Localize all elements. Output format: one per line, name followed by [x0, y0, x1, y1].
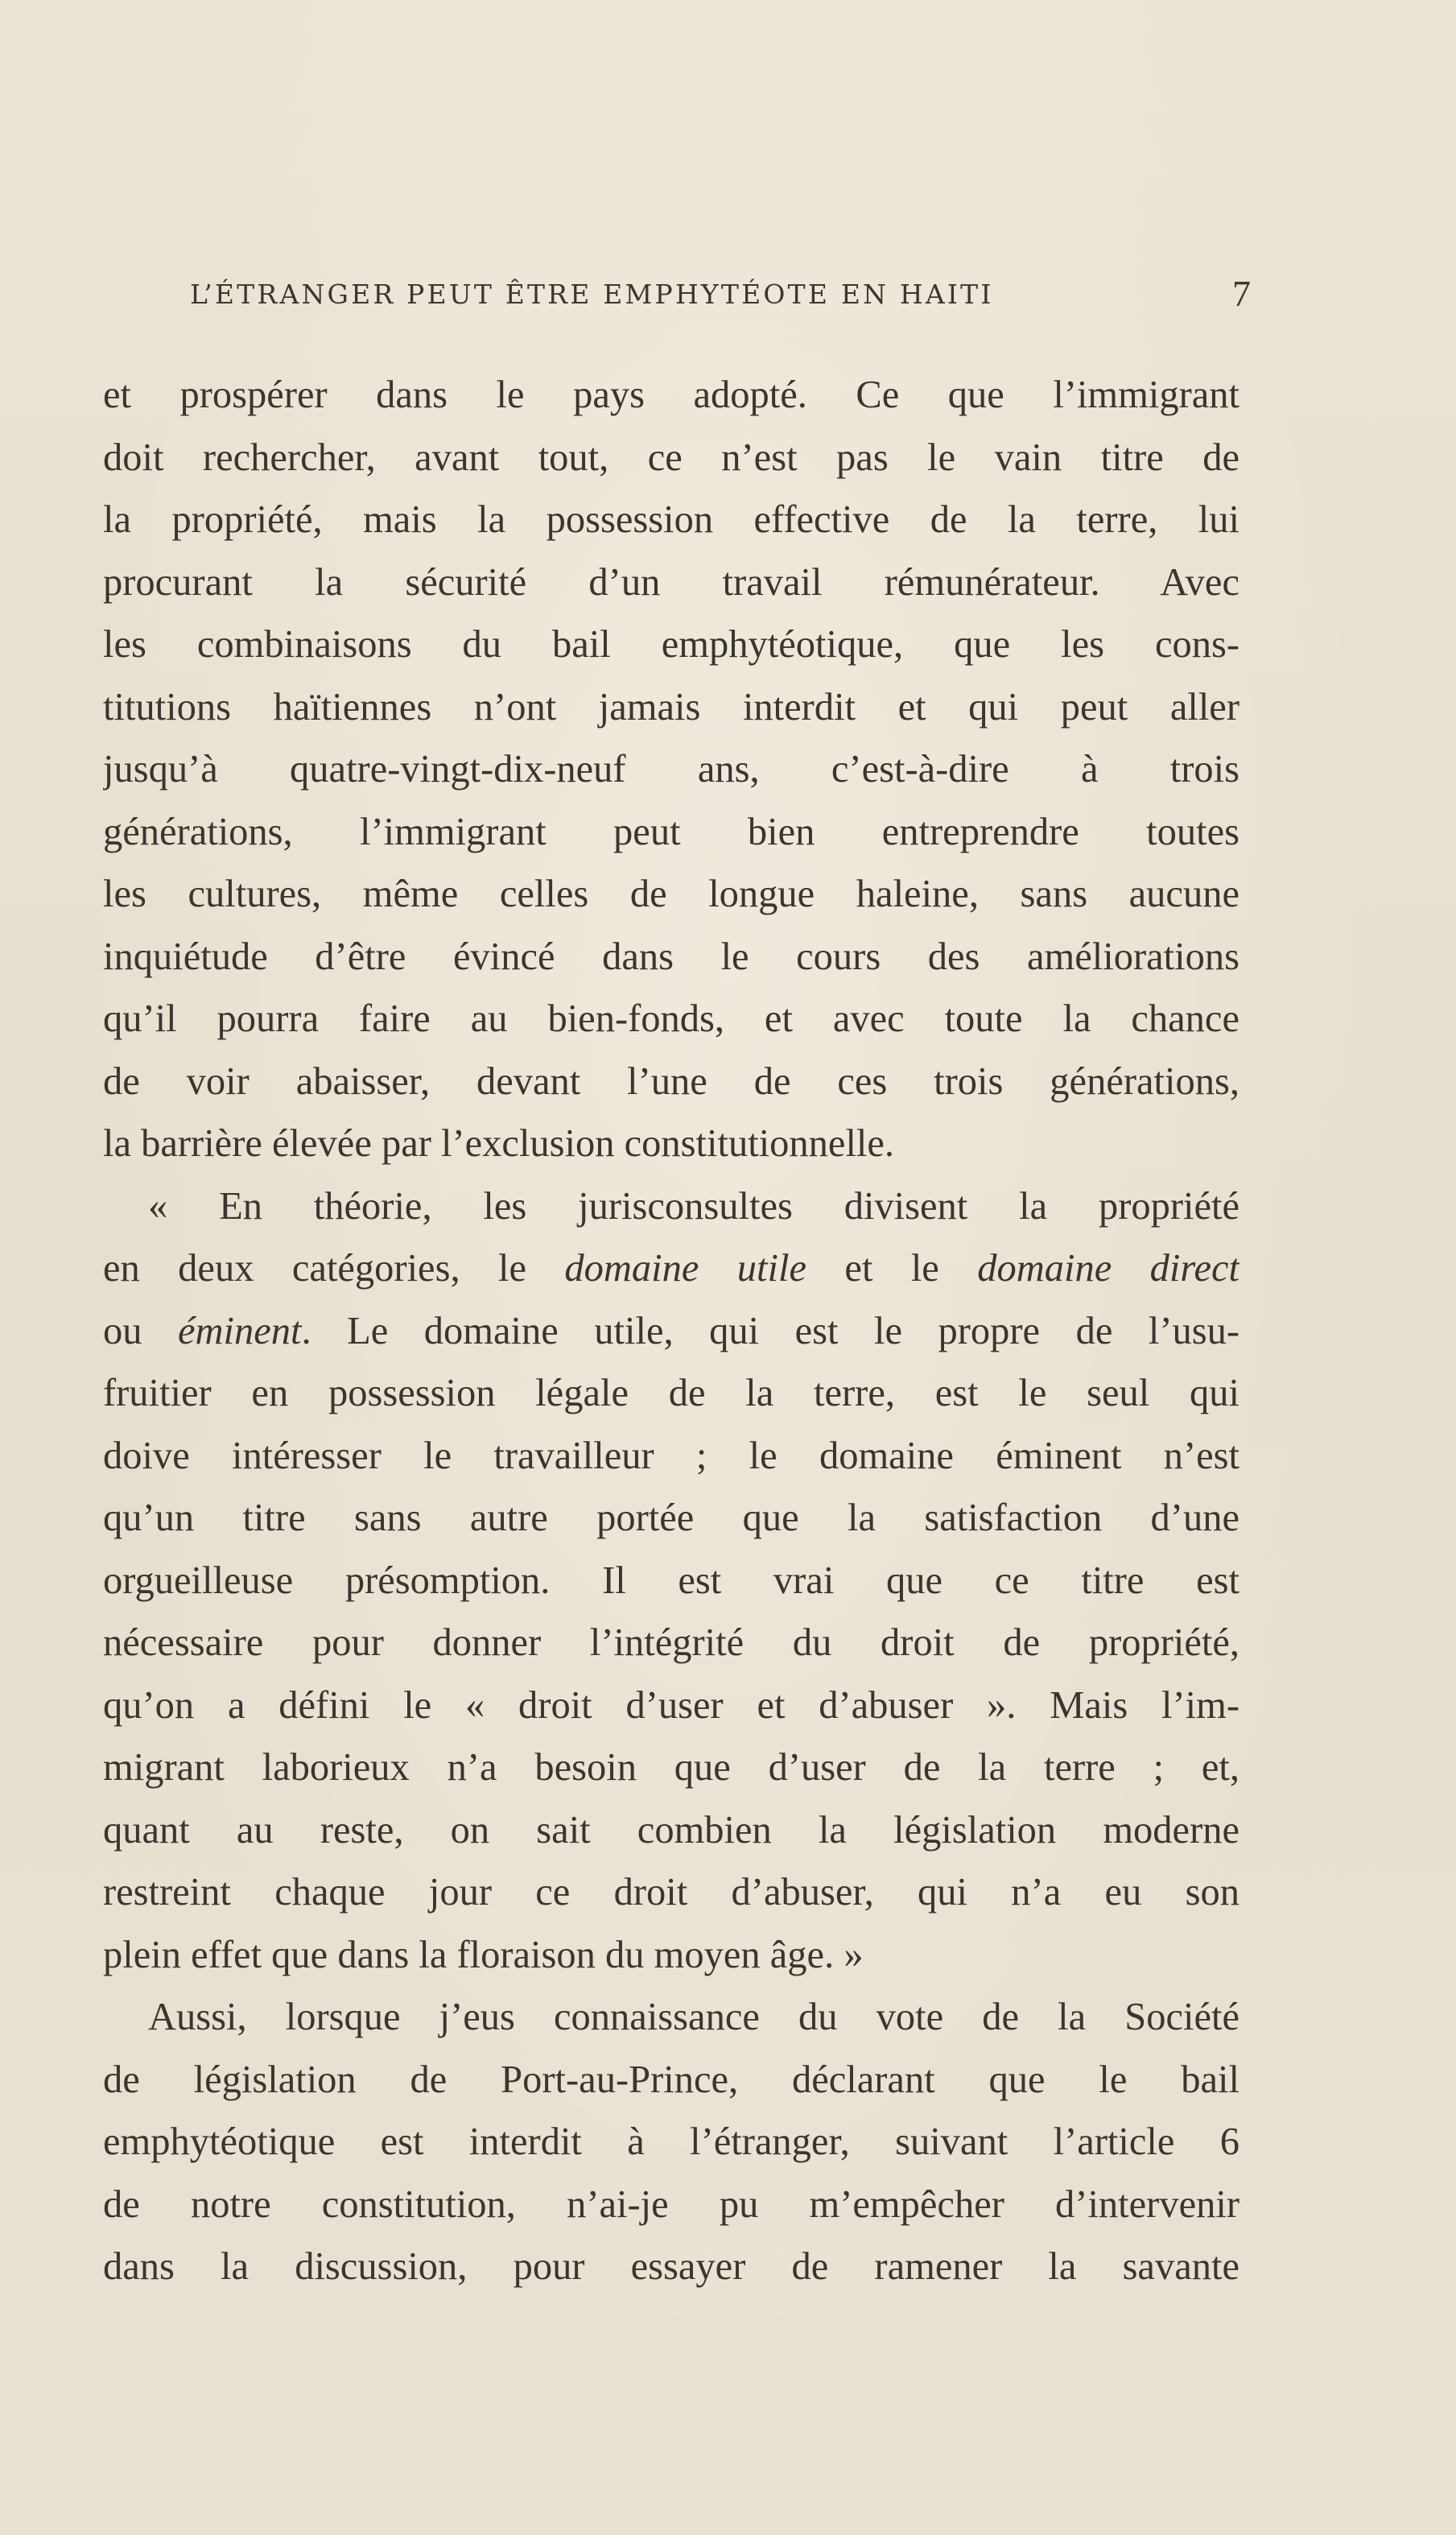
text-line-with-italics [103, 1237, 1239, 1300]
text-line: restreint chaque jour ce droit d’abuser, qui n’a eu son [103, 1871, 1239, 1914]
text-line: procurant la sécurité d’un travail rémunérateur. Avec [103, 560, 1239, 604]
text-line: de notre constitution, n’ai-je pu m’empêcher d’intervenir [103, 2182, 1239, 2226]
text-line-paragraph-end: plein effet que dans la floraison du moyen âge. » [103, 1933, 864, 1976]
text-line: dans la discussion, pour essayer de ramener la savante [103, 2245, 1239, 2288]
text-fragment: et le [806, 1247, 978, 1290]
text-line: jusqu’à quatre-vingt-dix-neuf ans, c’est-à-dire à trois [103, 748, 1239, 791]
running-title: L’ÉTRANGER PEUT ÊTRE EMPHYTÉOTE EN HAITI [190, 279, 994, 310]
running-head [103, 272, 1251, 320]
text-line: qu’un titre sans autre portée que la satisfaction d’une [103, 1497, 1239, 1539]
text-line-paragraph-end: la barrière élevée par l’exclusion constitutionnelle. [103, 1122, 895, 1165]
italic-term-eminent: éminent [178, 1309, 302, 1352]
text-line: inquiétude d’être évincé dans le cours des améliorations [103, 935, 1239, 978]
text-line: emphytéotique est interdit à l’étranger, suivant l’article 6 [103, 2120, 1239, 2163]
text-line: et prospérer dans le pays adopté. Ce que l’immigrant [103, 374, 1239, 416]
text-line: la propriété, mais la possession effective de la terre, lui [103, 498, 1239, 541]
text-line: qu’il pourra faire au bien-fonds, et avec toute la chance [103, 997, 1239, 1040]
text-line: qu’on a défini le « droit d’user et d’abuser ». Mais l’im- [103, 1683, 1239, 1727]
text-line: les combinaisons du bail emphytéotique, que les cons- [103, 623, 1239, 666]
text-line: quant au reste, on sait combien la législation moderne [103, 1808, 1239, 1852]
text-line: titutions haïtiennes n’ont jamais interdit et qui peut aller [103, 685, 1239, 729]
text-fragment: en deux catégories, le [103, 1247, 565, 1290]
text-line: doive intéresser le travailleur ; le domaine éminent n’est [103, 1434, 1239, 1477]
text-line: fruitier en possession légale de la terre, est le seul qui [103, 1372, 1239, 1414]
text-line: doit rechercher, avant tout, ce n’est pas le vain titre de [103, 436, 1239, 479]
text-line-paragraph-start: Aussi, lorsque j’eus connaissance du vote de la Société [148, 1996, 1239, 2038]
text-line-with-italics [103, 1300, 1239, 1363]
body-text [103, 364, 1239, 2298]
text-line: générations, l’immigrant peut bien entreprendre toutes [103, 810, 1239, 853]
italic-term-domaine-utile: domaine utile [564, 1247, 807, 1290]
text-fragment: ou [103, 1309, 178, 1352]
text-line: migrant laborieux n’a besoin que d’user de la terre ; et, [103, 1746, 1239, 1789]
text-line: de législation de Port-au-Prince, déclarant que le bail [103, 2058, 1239, 2101]
text-line: les cultures, même celles de longue haleine, sans aucune [103, 873, 1239, 915]
page-number: 7 [1232, 273, 1251, 314]
text-line: de voir abaisser, devant l’une de ces trois générations, [103, 1059, 1239, 1103]
text-fragment: . Le domaine utile, qui est le propre de l’usu- [301, 1309, 1239, 1352]
text-line-quote-start: « En théorie, les jurisconsultes divisent la propriété [148, 1184, 1239, 1228]
italic-term-domaine-direct: domaine direct [977, 1247, 1239, 1290]
text-line: nécessaire pour donner l’intégrité du droit de propriété, [103, 1621, 1239, 1664]
text-line: orgueilleuse présomption. Il est vrai que ce titre est [103, 1559, 1239, 1602]
